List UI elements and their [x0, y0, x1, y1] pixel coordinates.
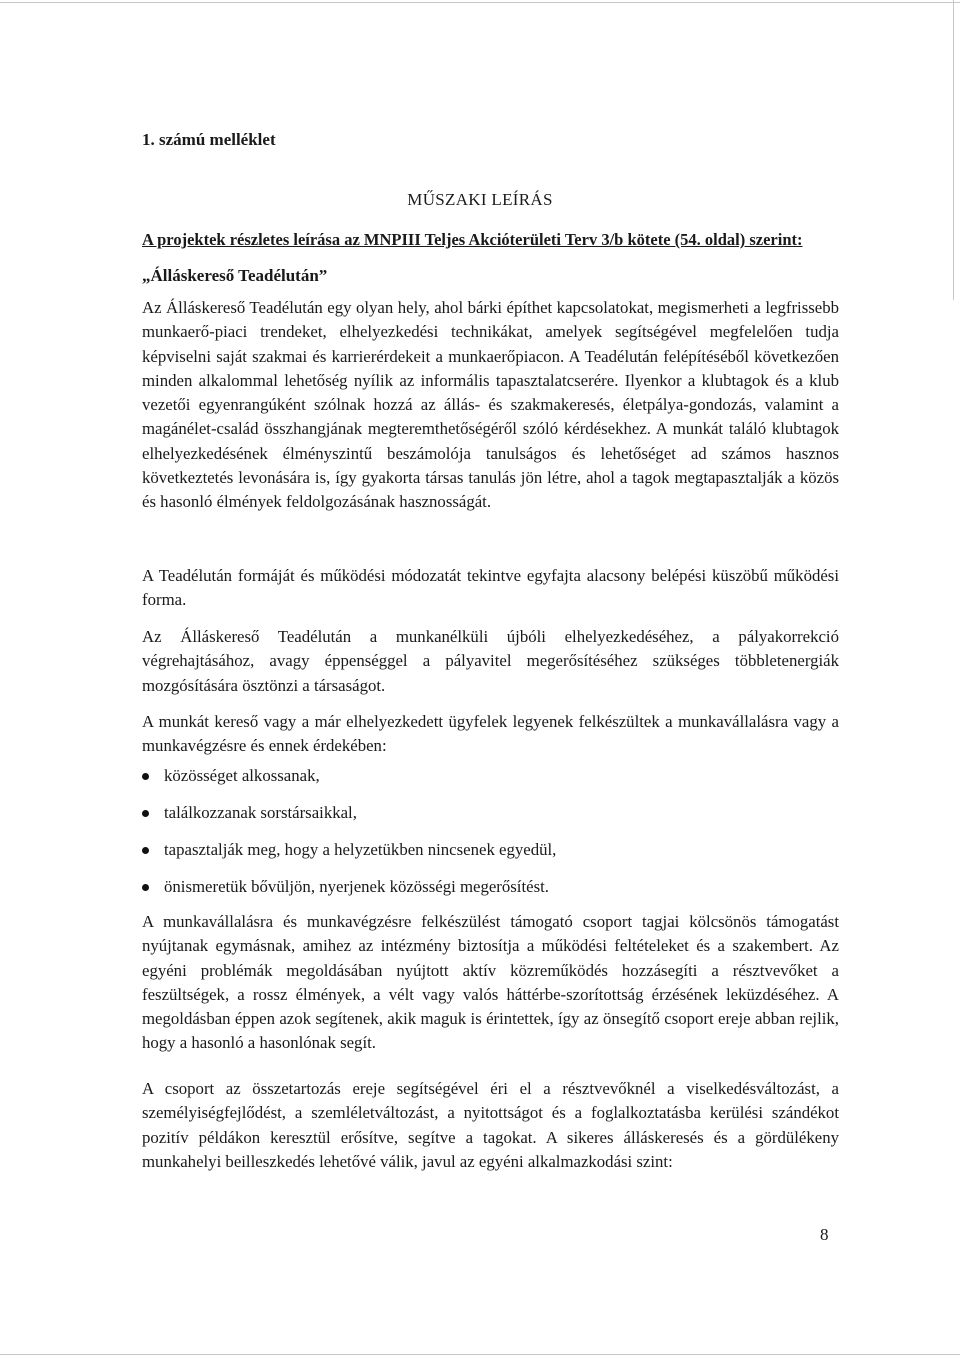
paragraph-text: A csoport az összetartozás ereje segítségével éri el a résztvevőknél a viselkedésváltozást, a személyiségfejlődést, a szemléletváltozást, a nyitottságot és a foglalkoztatásba kerülési szándékot pozitív példákon keresztül erősítve, segítve a tagokat. A sikeres álláskeresés és a gördülékeny munkahelyi beilleszkedés lehetővé válik, javul az egyéni alkalmazkodási szint:	[142, 1079, 839, 1171]
bullet-text: találkozzanak sorstársaikkal,	[164, 803, 357, 822]
scan-edge-right	[953, 0, 954, 300]
paragraph-intro	[142, 296, 839, 515]
bullet-dot-icon	[142, 847, 149, 854]
bullet-item	[142, 838, 839, 875]
bullet-list	[142, 764, 839, 912]
paragraph-support-group	[142, 910, 839, 1056]
bullet-text: közösséget alkossanak,	[164, 766, 320, 785]
bullet-text: önismeretük bővüljön, nyerjenek közösségi megerősítést.	[164, 877, 549, 896]
section-heading: „Álláskereső Teadélután”	[142, 266, 328, 285]
paragraph-form	[142, 564, 839, 613]
bullet-text: tapasztalják meg, hogy a helyzetükben nincsenek egyedül,	[164, 840, 557, 859]
paragraph-text: A Teadélután formáját és működési módozatát tekintve egyfajta alacsony belépési küszöbű működési forma.	[142, 566, 839, 610]
annex-label: 1. számú melléklet	[142, 130, 276, 149]
paragraph-clients	[142, 710, 839, 759]
bullet-item	[142, 801, 839, 838]
paragraph-text: Az Álláskereső Teadélután egy olyan hely, ahol bárki építhet kapcsolatokat, megismerheti a legfrissebb munkaerő-piaci trendeket, elhelyezkedési technikákat, amelyek segítségével megfelelően tudja képviselni saját szakmai és karrierérdekeit a munkaerőpiacon. A Teadélután felépítéséből következően minden alkalommal lehetőség nyílik az informális tapasztalatcserére. Ilyenkor a klubtagok és a klub vezetői egyenrangúként szólnak hozzá az állás- és szakmakeresés, életpálya-gondozás, valamint a magánélet-család összhangjának megteremthetőségéről szóló kérdésekhez. A munkát találó klubtagok elhelyezkedésének élményszintű beszámolója tanulságos és lehetőséget ad számos hasznos következtetés levonására is, így gyakorta társas tanulás jön létre, ahol a tagok megtapasztalják a közös és hasonló élmények feldolgozásának hasznosságát.	[142, 298, 839, 512]
scan-edge-top	[0, 2, 960, 3]
paragraph-text: A munkát kereső vagy a már elhelyezkedett ügyfelek legyenek felkészültek a munkavállalásra vagy a munkavégzésre és ennek érdekében:	[142, 712, 839, 756]
bullet-dot-icon	[142, 884, 149, 891]
bullet-dot-icon	[142, 773, 149, 780]
page-number: 8	[820, 1225, 829, 1244]
paragraph-text: A munkavállalásra és munkavégzésre felkészülést támogató csoport tagjai kölcsönös támogatást nyújtanak egymásnak, amihez az intézmény biztosítja a működési feltételeket és a szakembert. Az egyéni problémák megoldásában nyújtott aktív közreműködés hozzásegíti a résztvevőket a feszültségek, a rossz élmények, a vélt vagy valós háttérbe-szorítottság érzésének leküzdéséhez. A megoldásban éppen azok segítenek, akik maguk is érintettek, így az önsegítő csoport ereje abban rejlik, hogy a hasonló a hasonlónak segít.	[142, 912, 839, 1053]
scan-edge-bottom	[0, 1354, 960, 1355]
bullet-item	[142, 875, 839, 912]
paragraph-text: Az Álláskereső Teadélután a munkanélküli újbóli elhelyezkedéséhez, a pályakorrekció végrehajtásához, avagy éppenséggel a pályavitel megerősítéséhez szükséges többletenergiák mozgósítására ösztönzi a társaságot.	[142, 627, 839, 695]
bullet-dot-icon	[142, 810, 149, 817]
paragraph-motivation	[142, 625, 839, 698]
bullet-item	[142, 764, 839, 801]
document-subtitle: A projektek részletes leírása az MNPIII Teljes Akcióterületi Terv 3/b kötete (54. oldal) szerint:	[142, 230, 803, 249]
document-title: MŰSZAKI LEÍRÁS	[407, 190, 553, 209]
paragraph-group-power	[142, 1077, 839, 1174]
